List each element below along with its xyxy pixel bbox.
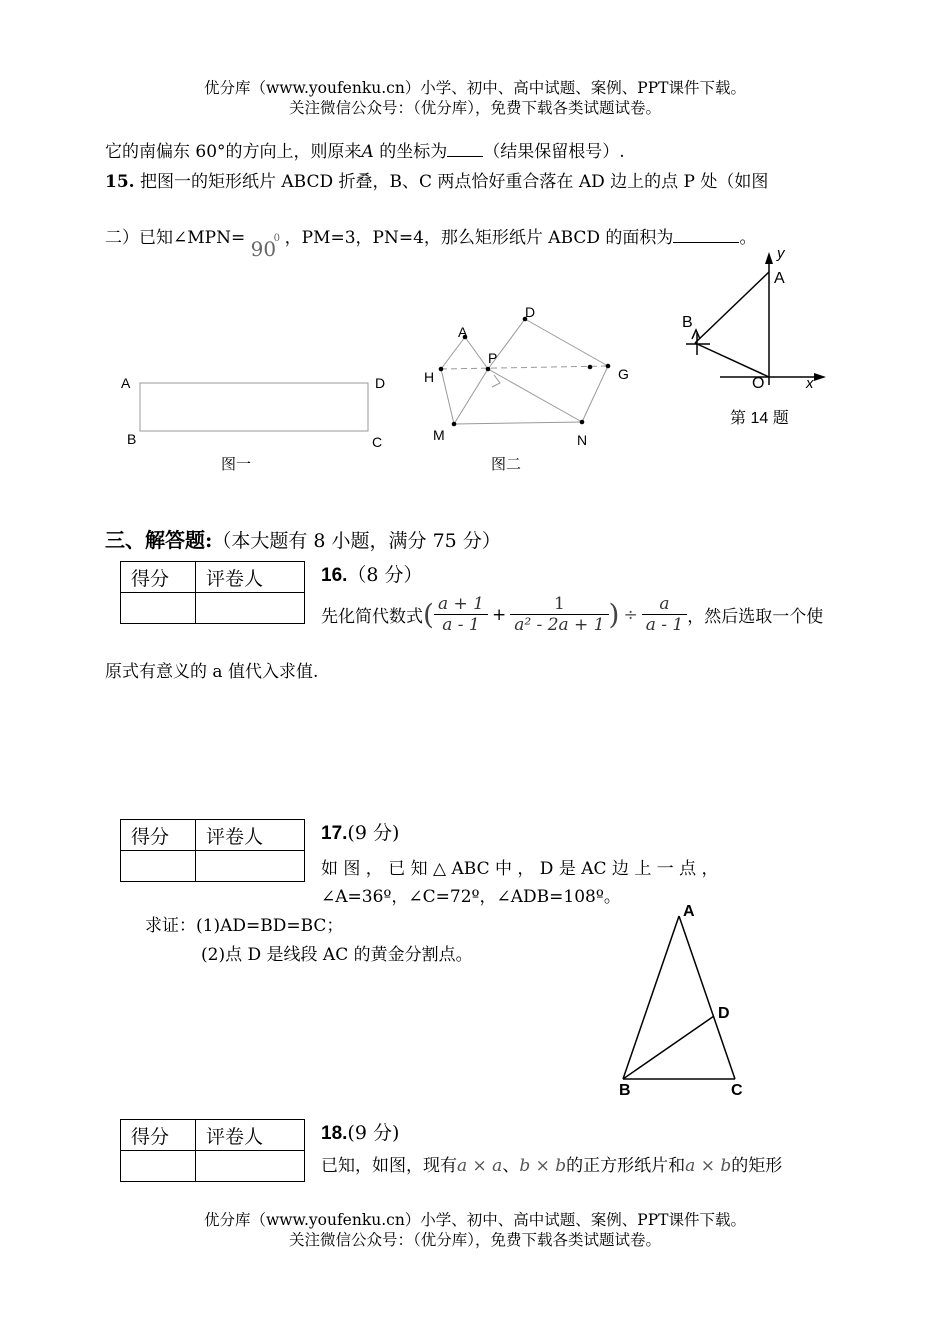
score-table-q18 bbox=[120, 1119, 305, 1182]
q18-heading bbox=[321, 1118, 399, 1145]
q16-frac2-den: a² - 2a + 1 bbox=[514, 615, 605, 635]
q15-text-2c: 。 bbox=[739, 228, 757, 248]
footer-line-2: 关注微信公众号：（优分库），免费下载各类试题试卷。 bbox=[288, 1231, 661, 1249]
q14-text-b: 的坐标为 bbox=[373, 142, 448, 162]
fig1-label-d: D bbox=[375, 375, 386, 391]
fig14-line-bo bbox=[695, 343, 769, 377]
score-cell[interactable] bbox=[121, 851, 196, 882]
fig2-point-g bbox=[606, 364, 611, 369]
q14-var-a: A bbox=[361, 142, 374, 162]
q15-line-2 bbox=[105, 223, 757, 261]
q16-text-a: 先化简代数式 bbox=[321, 607, 423, 627]
fig14-x-arrow bbox=[814, 373, 826, 381]
q17-proof-label: 求证： bbox=[145, 916, 196, 936]
fig1-rectangle bbox=[140, 383, 368, 431]
fig14-y-arrow bbox=[765, 252, 773, 264]
q16-plus: + bbox=[491, 604, 507, 625]
q17-text-line-1: 如 图 ， 已 知 △ ABC 中 ， D 是 AC 边 上 一 点 ， bbox=[321, 859, 719, 879]
fig2-label-a: A bbox=[458, 324, 468, 340]
grader-header: 评卷人 bbox=[196, 820, 305, 851]
section-3-title: 三、解答题 bbox=[105, 528, 205, 552]
q14-text-c: （结果保留根号）. bbox=[483, 142, 625, 162]
q16-frac2-num: 1 bbox=[510, 594, 608, 615]
q15-text-1: 把图一的矩形纸片 ABCD 折叠，B、C 两点恰好重合落在 AD 边上的点 P 处（如图 bbox=[134, 172, 769, 192]
q18-text-b: 的正方形纸片和 bbox=[566, 1156, 686, 1176]
fig1-label-b: B bbox=[127, 431, 137, 447]
fig2-fold-line bbox=[441, 366, 608, 369]
score-header: 得分 bbox=[121, 562, 196, 593]
section-3-heading bbox=[105, 524, 501, 553]
grader-cell[interactable] bbox=[196, 593, 305, 624]
q17-text-line-2: ∠A=36º，∠C=72º，∠ADB=108º。 bbox=[321, 887, 621, 907]
fig2-label-m: M bbox=[433, 427, 445, 443]
q17-label-a: A bbox=[683, 903, 695, 920]
fig2-line-pm bbox=[454, 369, 488, 424]
q15-angle-sup: 0 bbox=[273, 233, 280, 244]
q15-angle bbox=[250, 223, 285, 261]
fig2-label-p: P bbox=[488, 350, 498, 366]
q18-expr-2: b × b bbox=[519, 1156, 567, 1176]
fig14-label-o: O bbox=[752, 375, 765, 392]
page-header bbox=[0, 78, 950, 118]
fig2-line-mn bbox=[454, 422, 582, 424]
q16-text-line-2: 原式有意义的 a 值代入求值. bbox=[105, 662, 319, 682]
fig2-line-ah bbox=[441, 337, 465, 369]
q14-text-a: 它的南偏东 60°的方向上，则原来 bbox=[105, 142, 362, 162]
figure-14 bbox=[680, 240, 840, 435]
fig2-line-dg bbox=[525, 319, 608, 366]
fig1-label-c: C bbox=[372, 434, 383, 450]
q17-heading bbox=[321, 818, 399, 845]
q17-proof-item-1: (1)AD=BD=BC； bbox=[196, 916, 344, 936]
q17-number: 17. bbox=[321, 823, 348, 844]
grader-header: 评卷人 bbox=[196, 1120, 305, 1151]
section-3-colon: : bbox=[205, 528, 213, 552]
section-3-note: （本大题有 8 小题，满分 75 分） bbox=[212, 530, 501, 552]
fig14-label-y: y bbox=[777, 245, 785, 262]
fig1-label-a: A bbox=[121, 375, 131, 391]
figure-1 bbox=[110, 365, 400, 480]
q16-frac3-den: a - 1 bbox=[645, 615, 684, 635]
header-line-1: 优分库（www.youfenku.cn）小学、初中、高中试题、案例、PPT课件下载。 bbox=[203, 79, 747, 97]
q16-frac3-num: a bbox=[642, 594, 688, 615]
fig2-right-angle-mark bbox=[492, 375, 500, 387]
fig2-point-h bbox=[439, 367, 444, 372]
fig2-line-pn bbox=[488, 369, 582, 422]
score-cell[interactable] bbox=[121, 593, 196, 624]
q16-right-paren: ) bbox=[608, 598, 620, 631]
q17-proof-item-2: (2)点 D 是线段 AC 的黄金分割点。 bbox=[201, 945, 473, 965]
q16-number: 16. bbox=[321, 565, 348, 586]
q17-side-ac bbox=[679, 916, 735, 1079]
q16-fraction-2 bbox=[510, 594, 608, 635]
fig2-line-ap bbox=[465, 337, 488, 369]
fig1-caption: 图一 bbox=[221, 456, 252, 473]
score-header: 得分 bbox=[121, 820, 196, 851]
q16-divide: ÷ bbox=[623, 604, 638, 625]
grader-cell[interactable] bbox=[196, 1151, 305, 1182]
fig2-point-m bbox=[452, 422, 457, 427]
q16-frac1-den: a - 1 bbox=[442, 615, 480, 635]
fig14-north-arrow bbox=[692, 330, 700, 339]
fig2-label-n: N bbox=[577, 432, 588, 448]
fig2-label-h: H bbox=[424, 369, 435, 385]
fig14-label-b: B bbox=[682, 314, 693, 331]
fig2-point-near-g bbox=[588, 365, 593, 370]
q17-triangle-figure bbox=[610, 898, 760, 1103]
q15-text-2b: ，PM=3，PN=4，那么矩形纸片 ABCD 的面积为 bbox=[284, 228, 674, 248]
grader-cell[interactable] bbox=[196, 851, 305, 882]
q16-text-b: ，然后选取一个使 bbox=[687, 607, 824, 627]
fig14-label-x: x bbox=[806, 375, 814, 392]
grader-header: 评卷人 bbox=[196, 562, 305, 593]
q16-fraction-3 bbox=[642, 594, 688, 635]
q15-line-1 bbox=[105, 167, 768, 192]
q16-fraction-1 bbox=[434, 594, 488, 635]
fig14-label-a: A bbox=[774, 270, 785, 287]
q17-label-c: C bbox=[731, 1082, 743, 1099]
q18-text-line-1 bbox=[321, 1151, 782, 1176]
score-cell[interactable] bbox=[121, 1151, 196, 1182]
fig2-point-n bbox=[580, 420, 585, 425]
score-table-q16 bbox=[120, 561, 305, 624]
fig2-point-p bbox=[486, 367, 491, 372]
q17-label-b: B bbox=[619, 1082, 631, 1099]
q18-text-a: 已知，如图，现有 bbox=[321, 1156, 457, 1176]
page-footer bbox=[0, 1210, 950, 1250]
footer-line-1: 优分库（www.youfenku.cn）小学、初中、高中试题、案例、PPT课件下载。 bbox=[203, 1211, 747, 1229]
q16-heading bbox=[321, 560, 423, 587]
q18-text-c: 的矩形 bbox=[731, 1156, 783, 1176]
score-table-q17 bbox=[120, 819, 305, 882]
fig14-line-ab bbox=[695, 272, 769, 343]
q16-points: （8 分） bbox=[347, 564, 423, 586]
q15-angle-value: 90 bbox=[250, 237, 277, 261]
q18-number: 18. bbox=[321, 1123, 348, 1144]
q15-number: 15. bbox=[105, 172, 135, 192]
fig2-caption: 图二 bbox=[491, 456, 522, 473]
q16-left-paren: ( bbox=[423, 598, 434, 631]
q15-text-2a: 二）已知∠MPN= bbox=[105, 228, 246, 248]
q17-segment-bd bbox=[623, 1016, 714, 1079]
figure-2 bbox=[415, 295, 645, 480]
fig2-label-g: G bbox=[618, 366, 629, 382]
q16-frac1-num: a + 1 bbox=[434, 594, 488, 615]
q18-expr-3: a × b bbox=[685, 1156, 732, 1176]
q17-side-ab bbox=[623, 916, 679, 1079]
q17-proof-1 bbox=[145, 911, 343, 936]
q14-answer-blank[interactable] bbox=[447, 156, 483, 157]
score-header: 得分 bbox=[121, 1120, 196, 1151]
q18-points: (9 分) bbox=[347, 1122, 400, 1144]
fig2-line-ng bbox=[582, 366, 608, 422]
fig2-label-d: D bbox=[525, 304, 536, 320]
q17-points: (9 分) bbox=[347, 822, 400, 844]
q18-separator: 、 bbox=[502, 1156, 520, 1176]
q17-label-d: D bbox=[718, 1005, 730, 1022]
fig2-line-hm bbox=[441, 369, 454, 424]
header-line-2: 关注微信公众号：（优分库），免费下载各类试题试卷。 bbox=[288, 99, 661, 117]
q18-expr-1: a × a bbox=[457, 1156, 503, 1176]
q14-tail bbox=[105, 137, 625, 162]
q16-expression-line bbox=[321, 594, 823, 635]
fig14-caption: 第 14 题 bbox=[730, 410, 789, 427]
